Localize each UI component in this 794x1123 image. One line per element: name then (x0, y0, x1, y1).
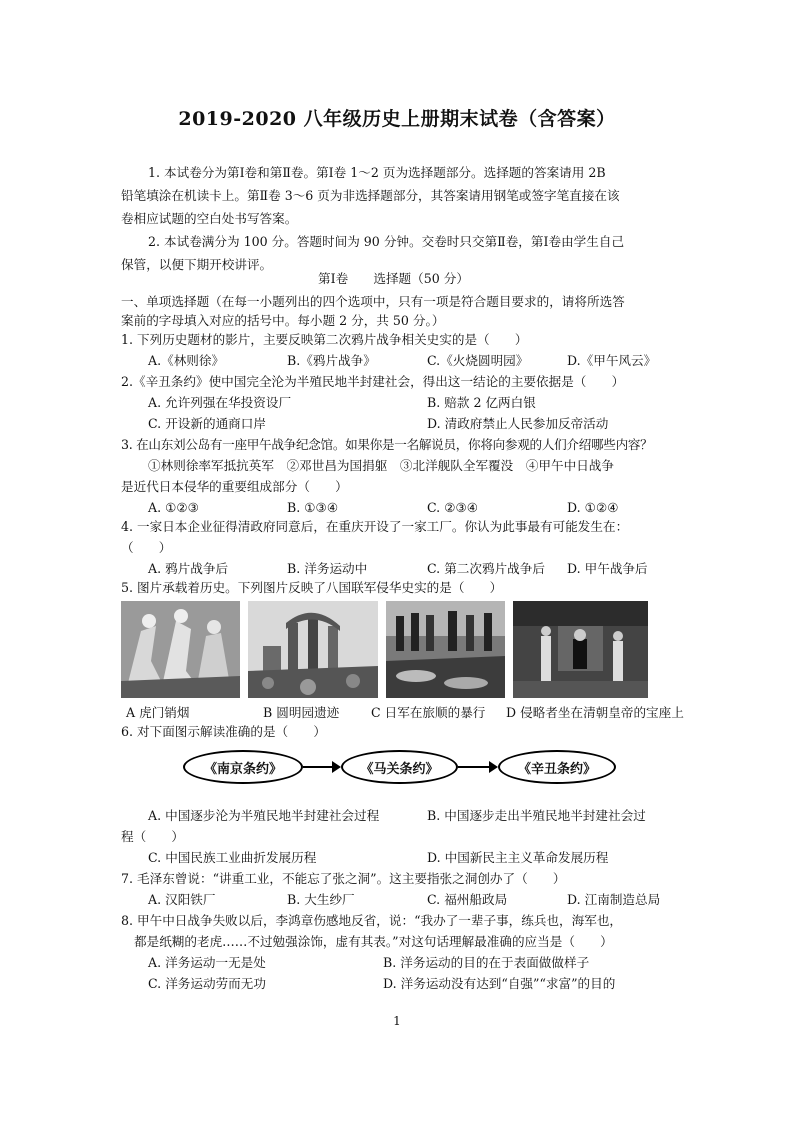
q3-option-b: B. ①③④ (287, 500, 339, 515)
q2-option-a: A. 允许列强在华投资设厂 (148, 395, 292, 410)
question-5-stem: 5. 图片承载着历史。下列图片反映了八国联军侵华史实的是（ ） (121, 580, 503, 595)
q8-option-c: C. 洋务运动劳而无功 (148, 976, 266, 991)
q7-option-b: B. 大生纱厂 (287, 892, 355, 907)
q3-stem-continued: 是近代日本侵华的重要组成部分（ ） (121, 479, 348, 494)
instruction-line: 铅笔填涂在机读卡上。第Ⅱ卷 3～6 页为非选择题部分，其答案请用钢笔或签字笔直接在该 (121, 188, 620, 203)
q2-option-b: B. 赔款 2 亿两白银 (427, 395, 536, 410)
q1-option-b: B.《鸦片战争》 (287, 353, 376, 368)
q7-option-c: C. 福州船政局 (427, 892, 508, 907)
q7-option-a: A. 汉阳铁厂 (148, 892, 216, 907)
question-8-stem: 8. 甲午中日战争失败以后，李鸿章伤感地反省，说：“我办了一辈子事，练兵也，海军也， (121, 913, 623, 928)
flow-maguan-treaty: 《马关条约》 (341, 750, 458, 784)
q7-option-d: D. 江南制造总局 (567, 892, 661, 907)
instruction-line: 保管，以便下期开校讲评。 (121, 257, 273, 272)
q1-option-a: A.《林则徐》 (148, 353, 225, 368)
q4-option-c: C. 第二次鸦片战争后 (427, 561, 545, 576)
question-7-stem: 7. 毛泽东曾说：“讲重工业，不能忘了张之洞”。这主要指张之洞创办了（ ） (121, 871, 566, 886)
flow-nanjing-treaty: 《南京条约》 (183, 750, 303, 784)
flow-arrow (303, 766, 339, 768)
q5-caption-d: D 侵略者坐在清朝皇帝的宝座上 (506, 705, 684, 720)
question-4-stem: 4. 一家日本企业征得清政府同意后，在重庆开设了一家工厂。你认为此事最有可能发生在： (121, 519, 629, 534)
q8-option-b: B. 洋务运动的目的在于表面做做样子 (383, 955, 590, 970)
q4-option-b: B. 洋务运动中 (287, 561, 368, 576)
q6-option-b: B. 中国逐步走出半殖民地半封建社会过 (427, 808, 646, 823)
q4-option-a: A. 鸦片战争后 (148, 561, 229, 576)
q8-option-d: D. 洋务运动没有达到“自强”“求富”的目的 (383, 976, 616, 991)
photo-lushun-massacre (386, 601, 505, 698)
page-title: 2019-2020 八年级历史上册期末试卷（含答案） (178, 108, 616, 130)
q3-items: ①林则徐率军抵抗英军 ②邓世昌为国捐躯 ③北洋舰队全军覆没 ④甲午中日战争 (148, 458, 614, 473)
part-one-heading: 案前的字母填入对应的括号中。每小题 2 分，共 50 分。） (121, 313, 445, 328)
photo-yuanmingyuan-ruins (248, 601, 378, 698)
q8-stem-continued: 都是纸糊的老虎……不过勉强涂饰，虚有其表。”对这句话理解最准确的应当是（ ） (134, 934, 613, 949)
q1-option-c: C.《火烧圆明园》 (427, 353, 529, 368)
q2-option-d: D. 清政府禁止人民参加反帝活动 (427, 416, 609, 431)
q4-option-d: D. 甲午战争后 (567, 561, 648, 576)
page-number: 1 (393, 1014, 401, 1028)
q6-option-a: A. 中国逐步沦为半殖民地半封建社会过程 (148, 808, 380, 823)
instruction-line: 卷相应试题的空白处书写答案。 (121, 211, 298, 226)
q8-option-a: A. 洋务运动一无是处 (148, 955, 266, 970)
q3-option-a: A. ①②③ (148, 500, 199, 515)
q5-caption-a: A 虎门销烟 (126, 705, 190, 720)
question-3-stem: 3. 在山东刘公岛有一座甲午战争纪念馆。如果你是一名解说员，你将向参观的人们介绍哪些内容？ (121, 437, 653, 452)
q4-stem-continued: （ ） (121, 540, 172, 555)
q1-option-d: D.《甲午风云》 (567, 353, 657, 368)
instruction-line: 2. 本试卷满分为 100 分。答题时间为 90 分钟。交卷时只交第Ⅱ卷，第Ⅰ卷由学生自己 (148, 234, 625, 249)
q3-option-c: C. ②③④ (427, 500, 479, 515)
question-1-stem: 1. 下列历史题材的影片，主要反映第二次鸦片战争相关史实的是（ ） (121, 332, 528, 347)
q3-option-d: D. ①②④ (567, 500, 619, 515)
flow-arrow (458, 766, 496, 768)
question-6-stem: 6. 对下面图示解读准确的是（ ） (121, 724, 326, 739)
question-2-stem: 2.《辛丑条约》使中国完全沦为半殖民地半封建社会，得出这一结论的主要依据是（ ） (121, 374, 625, 389)
q6-option-d: D. 中国新民主主义革命发展历程 (427, 850, 609, 865)
q6-option-c: C. 中国民族工业曲折发展历程 (148, 850, 317, 865)
flow-xinchou-treaty: 《辛丑条约》 (498, 750, 616, 784)
section-header: 第Ⅰ卷 选择题（50 分） (318, 271, 469, 286)
q5-caption-c: C 日军在旅顺的暴行 (371, 705, 486, 720)
instruction-line: 1. 本试卷分为第Ⅰ卷和第Ⅱ卷。第Ⅰ卷 1～2 页为选择题部分。选择题的答案请用 2B (148, 165, 606, 180)
part-one-heading: 一、单项选择题（在每一小题列出的四个选项中，只有一项是符合题目要求的，请将所选答 (121, 294, 625, 309)
photo-humen-relief (121, 601, 240, 698)
q6-option-b-continued: 程（ ） (121, 829, 184, 844)
photo-throne-occupation (513, 601, 648, 698)
q5-caption-b: B 圆明园遗迹 (263, 705, 340, 720)
q2-option-c: C. 开设新的通商口岸 (148, 416, 266, 431)
